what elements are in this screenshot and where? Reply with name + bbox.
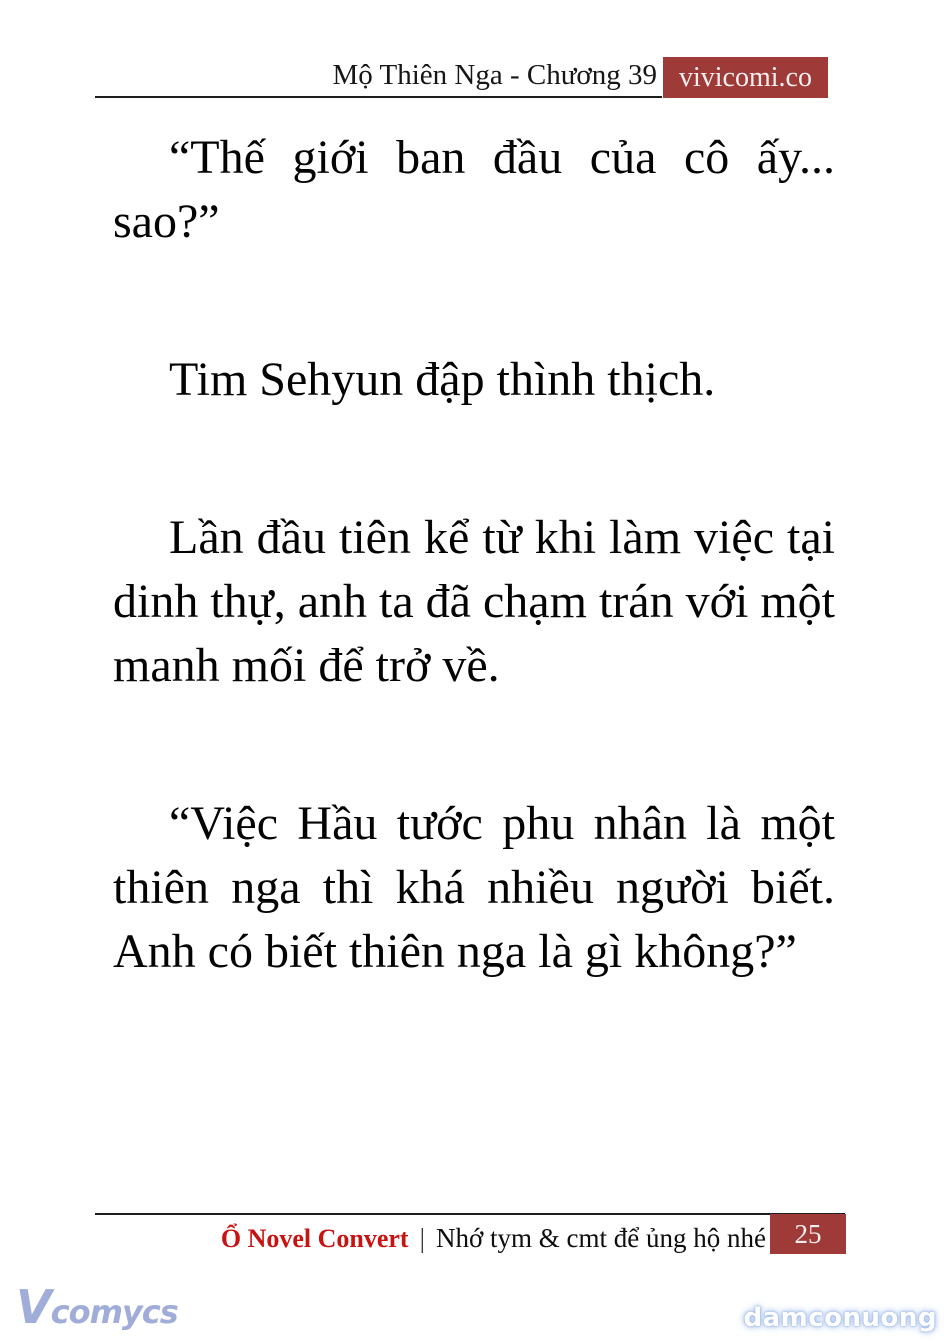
site-watermark-badge: vivicomi.co bbox=[663, 57, 828, 98]
page-number: 25 bbox=[794, 1218, 822, 1249]
damconuong-watermark: damconuong bbox=[743, 1303, 937, 1333]
text-line: dinh thự, anh ta đã chạm trán với một bbox=[113, 575, 835, 628]
text-line: manh mối để trở về. bbox=[113, 639, 500, 692]
text-line: sao?” bbox=[113, 195, 220, 248]
paragraph bbox=[113, 348, 835, 412]
paragraph bbox=[113, 792, 835, 984]
vcomycs-watermark bbox=[16, 1280, 178, 1334]
footer-support-note: Nhớ tym & cmt để ủng hộ nhé bbox=[436, 1223, 766, 1253]
text-line: Anh có biết thiên nga là gì không?” bbox=[113, 925, 797, 978]
footer-separator: | bbox=[419, 1223, 425, 1253]
text-line: thiên nga thì khá nhiều người biết. bbox=[113, 861, 835, 914]
paragraph bbox=[113, 126, 835, 254]
text-line: Lần đầu tiên kể từ khi làm việc tại bbox=[169, 511, 835, 564]
vcomycs-watermark-rest: comycs bbox=[50, 1293, 178, 1331]
chapter-title: Mộ Thiên Nga - Chương 39 bbox=[332, 59, 657, 91]
novel-text-block bbox=[113, 126, 835, 984]
text-line: Tim Sehyun đập thình thịch. bbox=[169, 353, 716, 406]
paragraph bbox=[113, 506, 835, 698]
text-line: “Việc Hầu tước phu nhân là một bbox=[169, 797, 835, 850]
vcomycs-watermark-initial: V bbox=[16, 1280, 51, 1334]
footer bbox=[221, 1221, 766, 1256]
text-line: “Thế giới ban đầu của cô ấy... bbox=[169, 131, 835, 184]
footer-divider-line bbox=[95, 1213, 845, 1215]
header-divider-line bbox=[95, 96, 662, 98]
converter-group-name: Ổ Novel Convert bbox=[220, 1224, 409, 1253]
page-number-badge bbox=[770, 1214, 846, 1254]
